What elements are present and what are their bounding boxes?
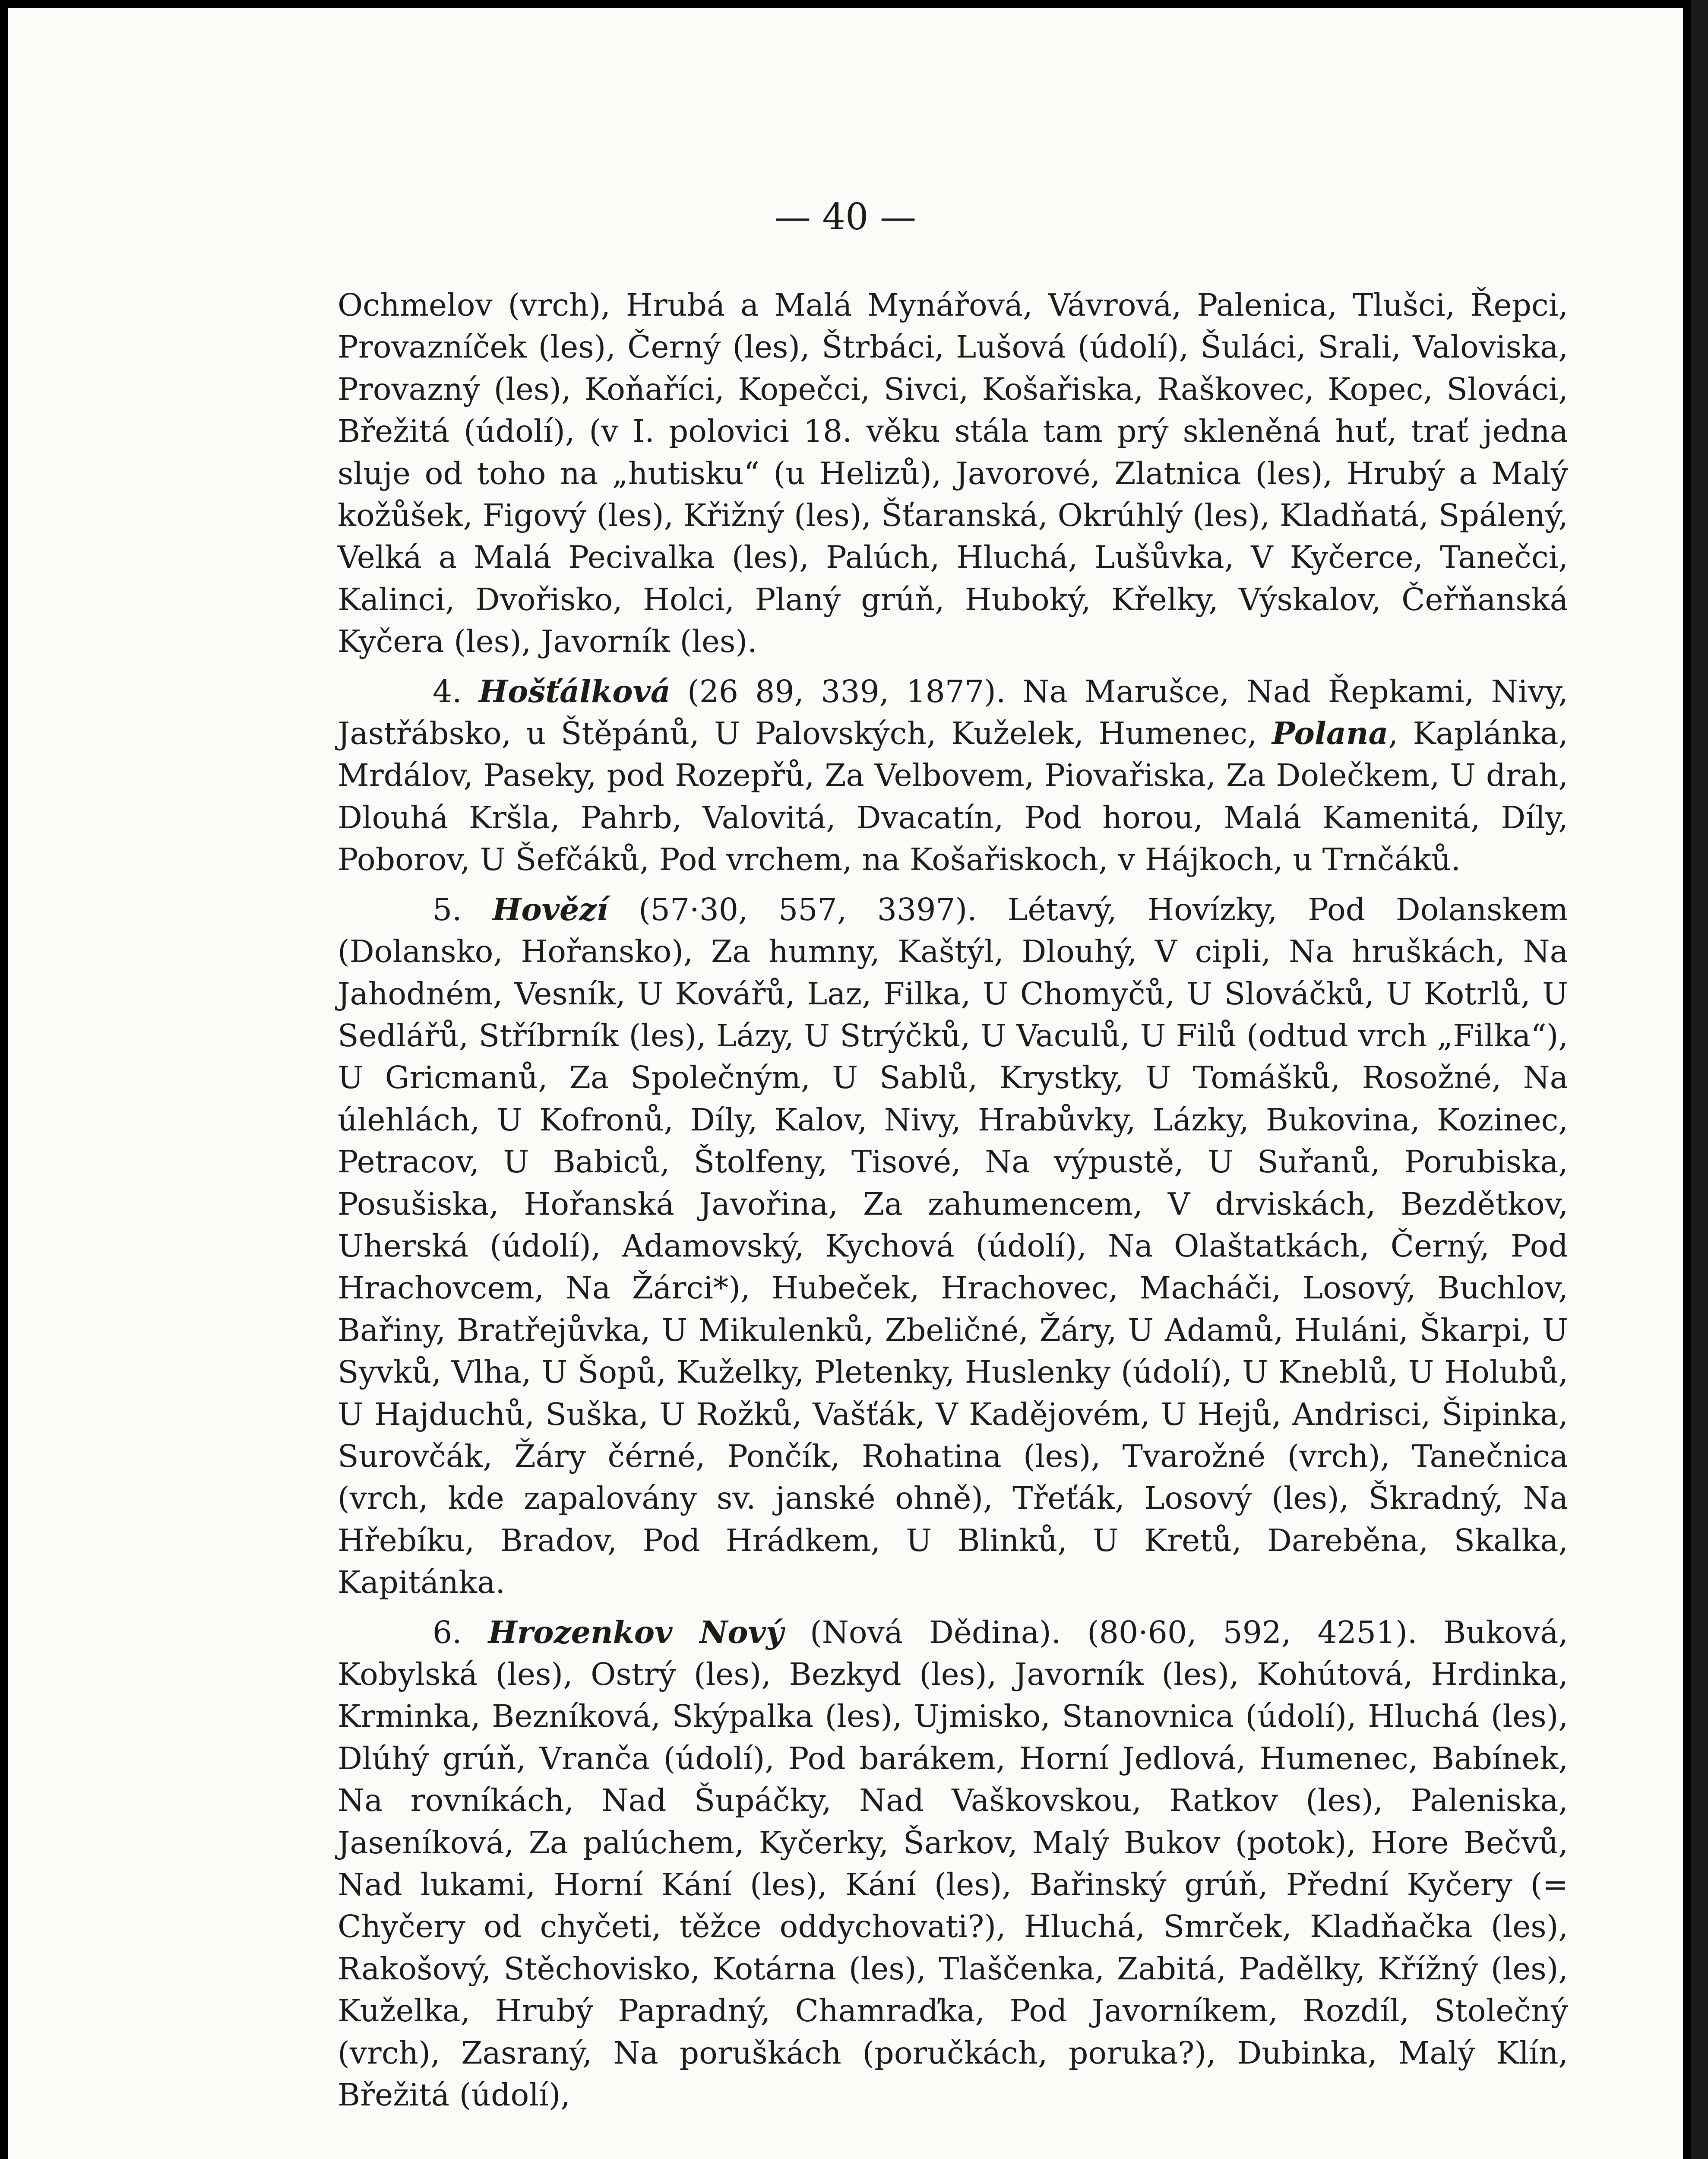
entry-number: 5. <box>433 891 462 928</box>
paragraph-continuation: Ochmelov (vrch), Hrubá a Malá Mynářová, Vávrová, Palenica, Tlušci, Řepci, Provazníček (les), Černý (les), Štrbáci, Lušová (údolí), Šuláci, Srali, Valoviska, Provazný (les), Koňaříci, Kopečci, Sivci, Košařiska, Raškovec, Kopec, Slováci, Břežitá (údolí), (v I. polovici 18. věku stála tam prý skleněná huť, trať jedna sluje od toho na „hutisku“ (u Helizů), Javorové, Zlatnica (les), Hrubý a Malý kožůšek, Figový (les), Křižný (les), Šťaranská, Okrúhlý (les), Kladňatá, Spálený, Velká a Malá Pecivalka (les), Palúch, Hluchá, Lušůvka, V Kyčerce, Tanečci, Kalinci, Dvořisko, Holci, Planý grúň, Huboký, Křelky, Výskalov, Čeřňanská Kyčera (les), Javorník (les). <box>338 287 1568 660</box>
entry-hovezi <box>338 889 1568 1604</box>
entry-number: 6. <box>433 1614 462 1650</box>
village-name: Hošťálková <box>478 673 671 709</box>
entry-text: (26 89, 339, 1877). Na Marušce, Nad Řepkami, Nivy, Jastřábsko, u Štěpánů, U Palovských, Kuželek, Humenec, <box>338 673 1568 752</box>
entry-text: (Nová Dědina). (80·60, 592, 4251). Buková, Kobylská (les), Ostrý (les), Bezkyd (les), Javorník (les), Kohútová, Hrdinka, Krminka, Bezníková, Skýpalka (les), Ujmisko, Stanovnica (údolí), Hluchá (les), Dlúhý grúň, Vranča (údolí), Pod barákem, Horní Jedlová, Humenec, Babínek, Na rovníkách, Nad Šupáčky, Nad Vaškovskou, Ratkov (les), Paleniska, Jaseníková, Za palúchem, Kyčerky, Šarkov, Malý Bukov (potok), Hore Bečvů, Nad lukami, Horní Kání (les), Kání (les), Bařinský grúň, Přední Kyčery (= Chyčery od chyčeti, těžce oddychovati?), Hluchá, Smrček, Kladňačka (les), Rakošový, Stěchovisko, Kotárna (les), Tlaščenka, Zabitá, Padělky, Křížný (les), Kuželka, Hrubý Papradný, Chamraďka, Pod Javorníkem, Rozdíl, Stolečný (vrch), Zasraný, Na poruškách (poručkách, poruka?), Dubinka, Malý Klín, Břežitá (údolí), <box>338 1614 1568 2113</box>
page-body <box>338 284 1568 2116</box>
entry-hrozenkov-novy <box>338 1611 1568 2116</box>
entry-hostalkova <box>338 671 1568 881</box>
entry-number: 4. <box>433 673 462 709</box>
entry-text-continued: , Kaplánka, Mrdálov, Paseky, pod Rozepřů, Za Velbovem, Piovařiska, Za Dolečkem, U drah, Dlouhá Kršla, Pahrb, Valovitá, Dvacatín, Pod horou, Malá Kamenitá, Díly, Poborov, U Šefčáků, Pod vrchem, na Košařiskoch, v Hájkoch, u Trnčáků. <box>338 715 1568 878</box>
village-name: Hovězí <box>492 891 608 928</box>
page-number: — 40 — <box>774 196 917 238</box>
entry-text: (57·30, 557, 3397). Létavý, Hovízky, Pod Dolanskem (Dolansko, Hořansko), Za humny, Kaštýl, Dlouhý, V cipli, Na hruškách, Na Jahodném, Vesník, U Kovářů, Laz, Filka, U Chomyčů, U Slováčků, U Kotrlů, U Sedlářů, Stříbrník (les), Lázy, U Strýčků, U Vaculů, U Filů (odtud vrch „Filka“), U Gricmanů, Za Společným, U Sablů, Krystky, U Tomášků, Rosožné, Na úlehlách, U Kofronů, Díly, Kalov, Nivy, Hrabůvky, Lázky, Bukovina, Kozinec, Petracov, U Babiců, Štolfeny, Tisové, Na výpustě, U Suřanů, Porubiska, Posušiska, Hořanská Javořina, Za zahumencem, V drviskách, Bezdětkov, Uherská (údolí), Adamovský, Kychová (údolí), Na Olaštatkách, Černý, Pod Hrachovcem, Na Žárci*), Hubeček, Hrachovec, Macháči, Losový, Buchlov, Bařiny, Bratřejůvka, U Mikulenků, Zbeličné, Žáry, U Adamů, Huláni, Škarpi, U Syvků, Vlha, U Šopů, Kuželky, Pletenky, Huslenky (údolí), U Kneblů, U Holubů, U Hajduchů, Suška, U Rožků, Vašťák, V Kadějovém, U Hejů, Andrisci, Šipinka, Surovčák, Žáry čérné, Pončík, Rohatina (les), Tvarožné (vrch), Tanečnica (vrch, kde zapalovány sv. janské ohně), Třeťák, Losový (les), Škradný, Na Hřebíku, Bradov, Pod Hrádkem, U Blinků, U Kretů, Dareběna, Skalka, Kapitánka. <box>338 891 1568 1601</box>
village-name: Hrozenkov Nový <box>488 1614 784 1650</box>
scan-edge-shadow <box>1691 0 1708 2159</box>
book-page <box>8 8 1683 2159</box>
emphasized-place: Polana <box>1272 715 1389 752</box>
